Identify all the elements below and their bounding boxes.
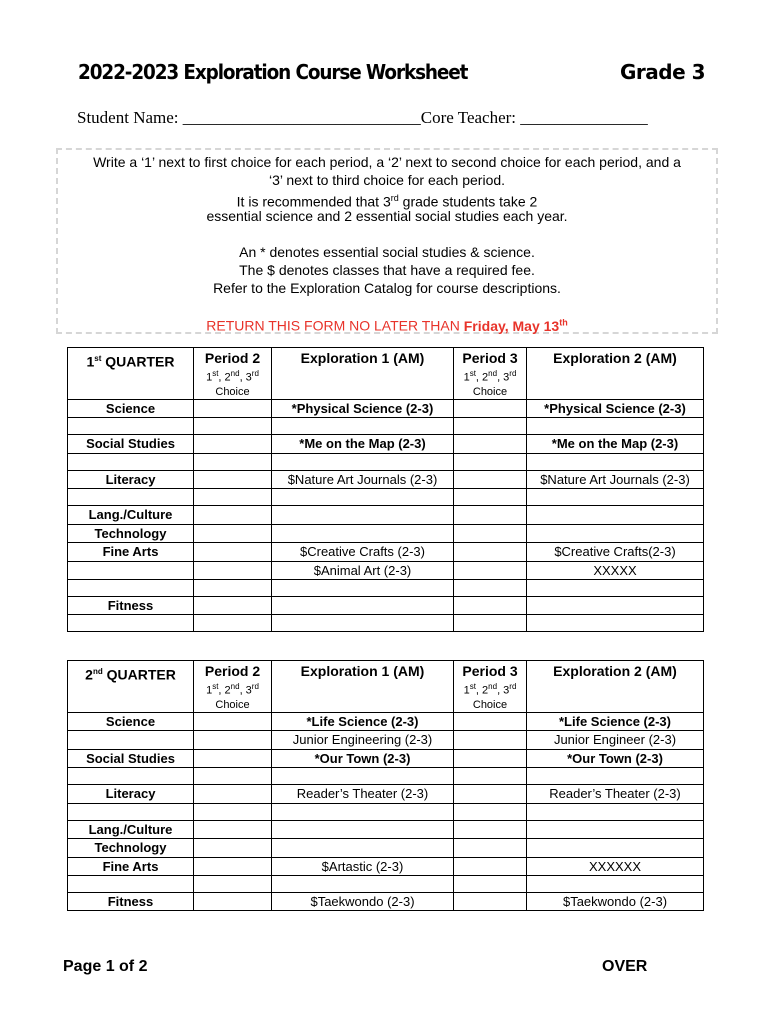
q2-fitness-p3-choice[interactable] [454,892,527,910]
q2-social-p3-choice[interactable] [454,749,527,767]
page-title: 2022-2023 Exploration Course Worksheet [78,60,468,84]
q2-literacy-exp1: Reader’s Theater (2-3) [272,785,454,803]
q1-fitness-label: Fitness [68,596,194,614]
q2-science-label: Science [68,713,194,731]
q1-exploration1-header: Exploration 1 (AM) [272,348,454,400]
q1-social-label: Social Studies [68,435,194,453]
student-teacher-line: Student Name: ____________________________Core Teacher: _______________ [77,108,648,127]
q1-literacy-exp2: $Nature Art Journals (2-3) [527,470,704,488]
q1-social-exp2: *Me on the Map (2-3) [527,435,704,453]
q1-lang-label: Lang./Culture [68,506,194,524]
q2-literacy-p2-choice[interactable] [194,785,272,803]
q1-social-exp1: *Me on the Map (2-3) [272,435,454,453]
return-deadline: RETURN THIS FORM NO LATER THAN Friday, May 13th [206,317,568,334]
q1-arts-p3-choice[interactable] [454,543,527,561]
q2-arts-p2-choice[interactable] [194,857,272,875]
instruction-line-4: essential science and 2 essential social studies each year. [206,208,568,224]
q1-literacy-label: Literacy [68,470,194,488]
over-label: OVER [602,958,648,975]
q2-arts-exp1: $Artastic (2-3) [272,857,454,875]
q1-arts-p2-choice[interactable] [194,543,272,561]
q1-arts-exp2a: $Creative Crafts(2-3) [527,543,704,561]
q2-science-exp2a: *Life Science (2-3) [527,713,704,731]
q1-literacy-p2-choice[interactable] [194,470,272,488]
q2-social-p2-choice[interactable] [194,749,272,767]
q1-period2-header: Period 2 1st, 2nd, 3rd Choice [194,348,272,400]
instruction-line-1: Write a ‘1’ next to first choice for each period, a ‘2’ next to second choice for each period, and a [93,154,681,170]
q2-science-exp1a: *Life Science (2-3) [272,713,454,731]
q2-science-p3-choice[interactable] [454,713,527,731]
q1-arts-label: Fine Arts [68,543,194,561]
q2-tech-label: Technology [68,839,194,857]
q2-fitness-exp1: $Taekwondo (2-3) [272,892,454,910]
q2-fitness-p2-choice[interactable] [194,892,272,910]
q2-literacy-label: Literacy [68,785,194,803]
grade-label: Grade 3 [620,60,706,84]
q2-literacy-exp2: Reader’s Theater (2-3) [527,785,704,803]
quarter-1-table [67,347,704,632]
q1-science-p2-choice[interactable] [194,400,272,418]
q2-science-exp2b: Junior Engineer (2-3) [527,731,704,749]
q2-exploration2-header: Exploration 2 (AM) [527,661,704,713]
q1-literacy-exp1: $Nature Art Journals (2-3) [272,470,454,488]
instruction-line-2: ‘3’ next to third choice for each period. [268,172,506,188]
q1-arts-exp2b: XXXXX [527,561,704,579]
instruction-line-3: It is recommended that 3rd grade students take 2 [236,193,538,210]
q1-arts-exp1b: $Animal Art (2-3) [272,561,454,579]
q1-science-p3-choice[interactable] [454,400,527,418]
q2-science-exp1b: Junior Engineering (2-3) [272,731,454,749]
q2-period2-header: Period 2 1st, 2nd, 3rd Choice [194,661,272,713]
q2-social-label: Social Studies [68,749,194,767]
quarter-2-header: 2nd QUARTER [68,661,194,713]
q2-arts-exp2: XXXXXX [527,857,704,875]
q2-arts-p3-choice[interactable] [454,857,527,875]
q2-exploration1-header: Exploration 1 (AM) [272,661,454,713]
q2-fitness-label: Fitness [68,892,194,910]
quarter-2-table [67,660,704,911]
q2-science-p2-choice[interactable] [194,713,272,731]
q2-social-exp2: *Our Town (2-3) [527,749,704,767]
q2-lang-label: Lang./Culture [68,820,194,838]
q1-arts-exp1a: $Creative Crafts (2-3) [272,543,454,561]
q1-science-exp1: *Physical Science (2-3) [272,400,454,418]
q1-social-p3-choice[interactable] [454,435,527,453]
q2-arts-label: Fine Arts [68,857,194,875]
quarter-1-header: 1st QUARTER [68,348,194,400]
q2-period3-header: Period 3 1st, 2nd, 3rd Choice [454,661,527,713]
q1-science-exp2: *Physical Science (2-3) [527,400,704,418]
q1-science-label: Science [68,400,194,418]
instruction-line-5: An * denotes essential social studies & science. [239,244,535,260]
q2-fitness-exp2: $Taekwondo (2-3) [527,892,704,910]
page-number: Page 1 of 2 [63,958,148,975]
q1-social-p2-choice[interactable] [194,435,272,453]
q1-exploration2-header: Exploration 2 (AM) [527,348,704,400]
instruction-line-6: The $ denotes classes that have a required fee. [239,262,535,278]
q1-tech-label: Technology [68,524,194,542]
q1-period3-header: Period 3 1st, 2nd, 3rd Choice [454,348,527,400]
instruction-line-7: Refer to the Exploration Catalog for course descriptions. [213,280,561,296]
q2-social-exp1: *Our Town (2-3) [272,749,454,767]
q1-literacy-p3-choice[interactable] [454,470,527,488]
q2-literacy-p3-choice[interactable] [454,785,527,803]
